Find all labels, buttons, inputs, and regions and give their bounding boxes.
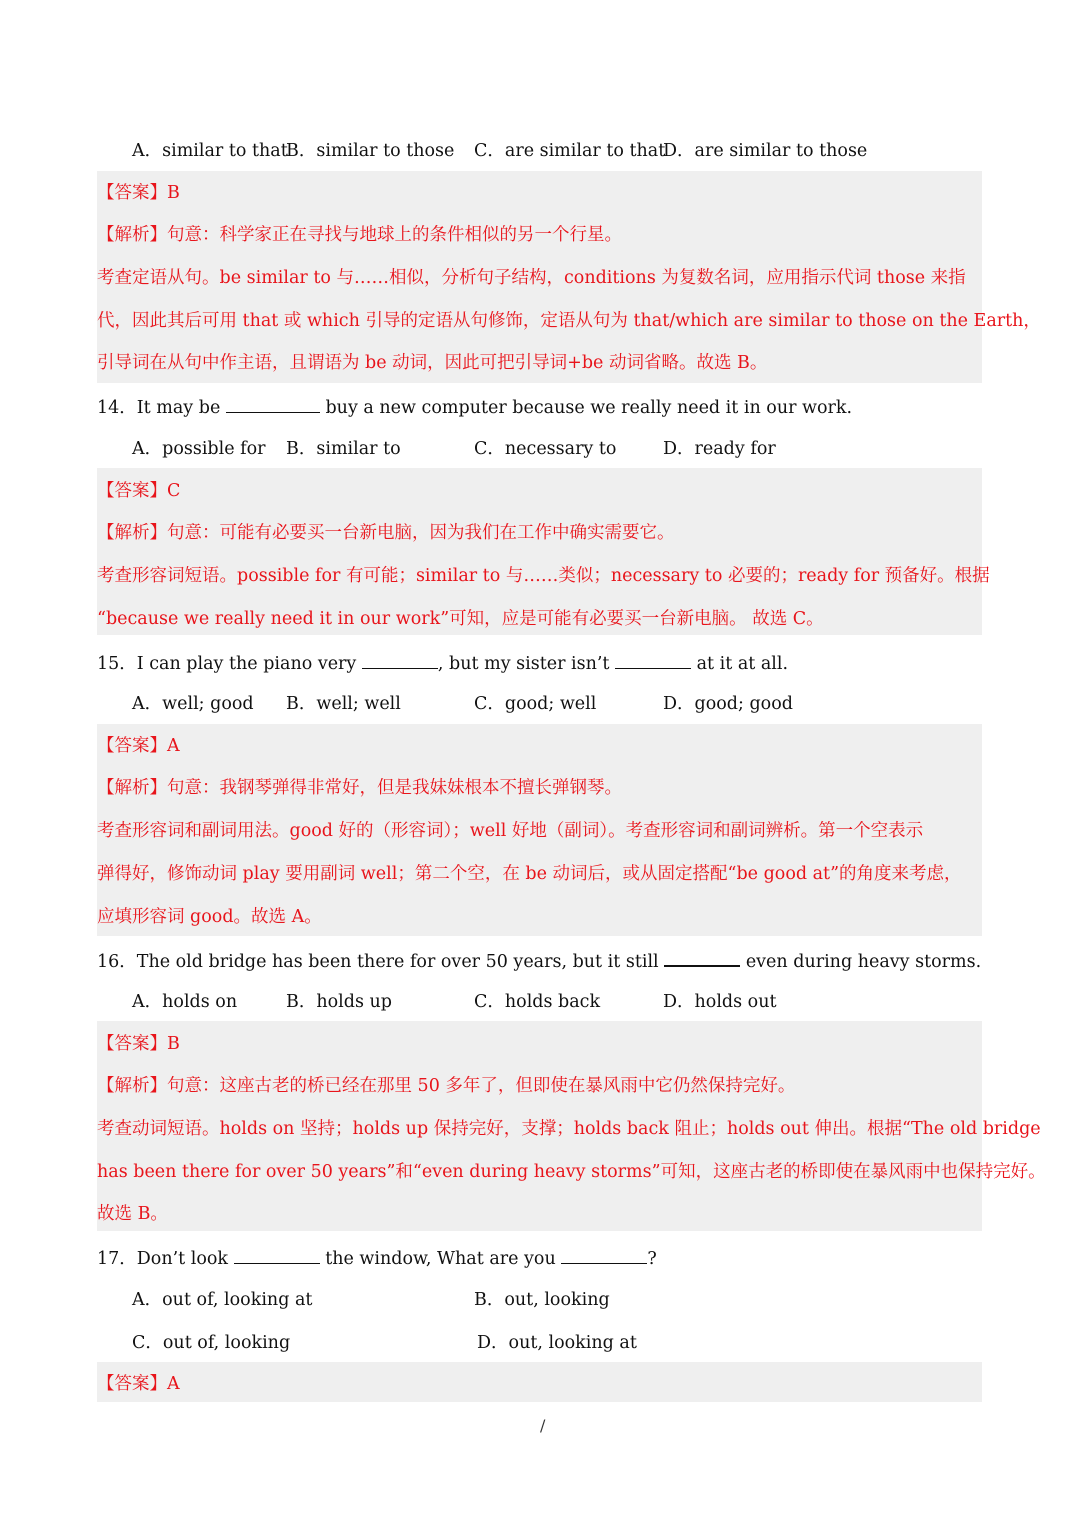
q16-stem-after: even during heavy storms.	[745, 952, 982, 972]
q13-option-b: B．similar to those	[286, 141, 455, 161]
q13-option-c: C．are similar to that	[474, 141, 666, 161]
page-number: /	[540, 1416, 546, 1435]
q16-option-a: A．holds on	[132, 992, 238, 1012]
q13-answer: 【答案】B	[97, 183, 180, 203]
q15-option-d: D．good; good	[663, 694, 793, 714]
q17-blank-1	[234, 1245, 320, 1264]
q15-stem-a: 15．I can play the piano very	[97, 654, 357, 674]
q15-option-c: C．good; well	[474, 694, 597, 714]
q13-analysis: 【解析】句意：科学家正在寻找与地球上的条件相似的另一个行星。	[97, 225, 622, 245]
q16-stem	[97, 947, 982, 974]
q17-stem-c: ?	[647, 1249, 657, 1269]
q17-option-c: C．out of, looking	[132, 1333, 291, 1353]
q16-explanation-line-1: 考查动词短语。holds on 坚持；holds up 保持完好，支撑；holds back 阻止；holds out 伸出。根据“The old bridge	[97, 1119, 1041, 1139]
q13-explanation-line-1: 考查定语从句。be similar to 与……相似，分析句子结构，conditions 为复数名词，应用指示代词 those 来指	[97, 268, 966, 288]
q14-stem-after: buy a new computer because we really need it in our work.	[325, 398, 853, 418]
q15-answer: 【答案】A	[97, 736, 180, 756]
q14-option-b: B．similar to	[286, 439, 401, 459]
q14-explanation-line-1: 考查形容词短语。possible for 有可能；similar to 与……类似；necessary to 必要的；ready for 预备好。根据	[97, 566, 990, 586]
q17-option-d: D．out, looking at	[477, 1333, 637, 1353]
q16-option-b: B．holds up	[286, 992, 392, 1012]
q14-option-d: D．ready for	[663, 439, 776, 459]
q17-stem-b: the window, What are you	[325, 1249, 556, 1269]
q16-analysis: 【解析】句意：这座古老的桥已经在那里 50 多年了，但即使在暴风雨中它仍然保持完好。	[97, 1076, 796, 1096]
q17-stem-a: 17．Don’t look	[97, 1249, 229, 1269]
q15-analysis: 【解析】句意：我钢琴弹得非常好，但是我妹妹根本不擅长弹钢琴。	[97, 778, 622, 798]
q17-stem	[97, 1245, 982, 1271]
q15-blank-2	[615, 650, 691, 669]
q15-explanation-line-3: 应填形容词 good。故选 A。	[97, 907, 322, 927]
q16-explanation-line-3: 故选 B。	[97, 1204, 168, 1224]
q13-option-a: A．similar to that	[132, 141, 288, 161]
q14-stem	[97, 394, 982, 420]
q16-stem-before: 16．The old bridge has been there for over 50 years, but it still	[97, 952, 659, 972]
q17-blank-2	[561, 1245, 647, 1264]
q16-explanation-line-2: has been there for over 50 years”和“even during heavy storms”可知，这座古老的桥即使在暴风雨中也保持完好。	[97, 1162, 1046, 1182]
q14-blank	[226, 394, 320, 413]
q14-option-c: C．necessary to	[474, 439, 617, 459]
q14-answer: 【答案】C	[97, 481, 181, 501]
q15-stem-c: at it at all.	[696, 654, 789, 674]
q15-stem-b: , but my sister isn’t	[437, 654, 610, 674]
q17-option-a: A．out of, looking at	[132, 1290, 313, 1310]
q14-option-a: A．possible for	[132, 439, 266, 459]
q15-option-a: A．well; good	[132, 694, 254, 714]
q13-explanation-line-2: 代，因此其后可用 that 或 which 引导的定语从句修饰，定语从句为 that/which are similar to those on the Earth，	[97, 311, 1041, 331]
q16-answer: 【答案】B	[97, 1034, 180, 1054]
q15-blank-1	[362, 650, 438, 669]
q15-explanation-line-1: 考查形容词和副词用法。good 好的（形容词）；well 好地（副词）。考查形容词和副词辨析。第一个空表示	[97, 821, 924, 841]
q16-blank	[664, 947, 740, 967]
q16-option-d: D．holds out	[663, 992, 777, 1012]
q15-option-b: B．well; well	[286, 694, 401, 714]
q16-option-c: C．holds back	[474, 992, 601, 1012]
q17-option-b: B．out, looking	[474, 1290, 610, 1310]
q13-option-d: D．are similar to those	[663, 141, 868, 161]
q14-explanation-line-2: “because we really need it in our work”可知，应是可能有必要买一台新电脑。 故选 C。	[97, 609, 824, 629]
q13-explanation-line-3: 引导词在从句中作主语，且谓语为 be 动词，因此可把引导词+be 动词省略。故选 B。	[97, 353, 768, 373]
q15-stem	[97, 650, 982, 676]
q15-explanation-line-2: 弹得好，修饰动词 play 要用副词 well；第二个空，在 be 动词后，或从固定搭配“be good at”的角度来考虑，	[97, 864, 962, 884]
q14-stem-before: 14．It may be	[97, 398, 221, 418]
q17-answer: 【答案】A	[97, 1374, 180, 1394]
q14-analysis: 【解析】句意：可能有必要买一台新电脑，因为我们在工作中确实需要它。	[97, 523, 675, 543]
